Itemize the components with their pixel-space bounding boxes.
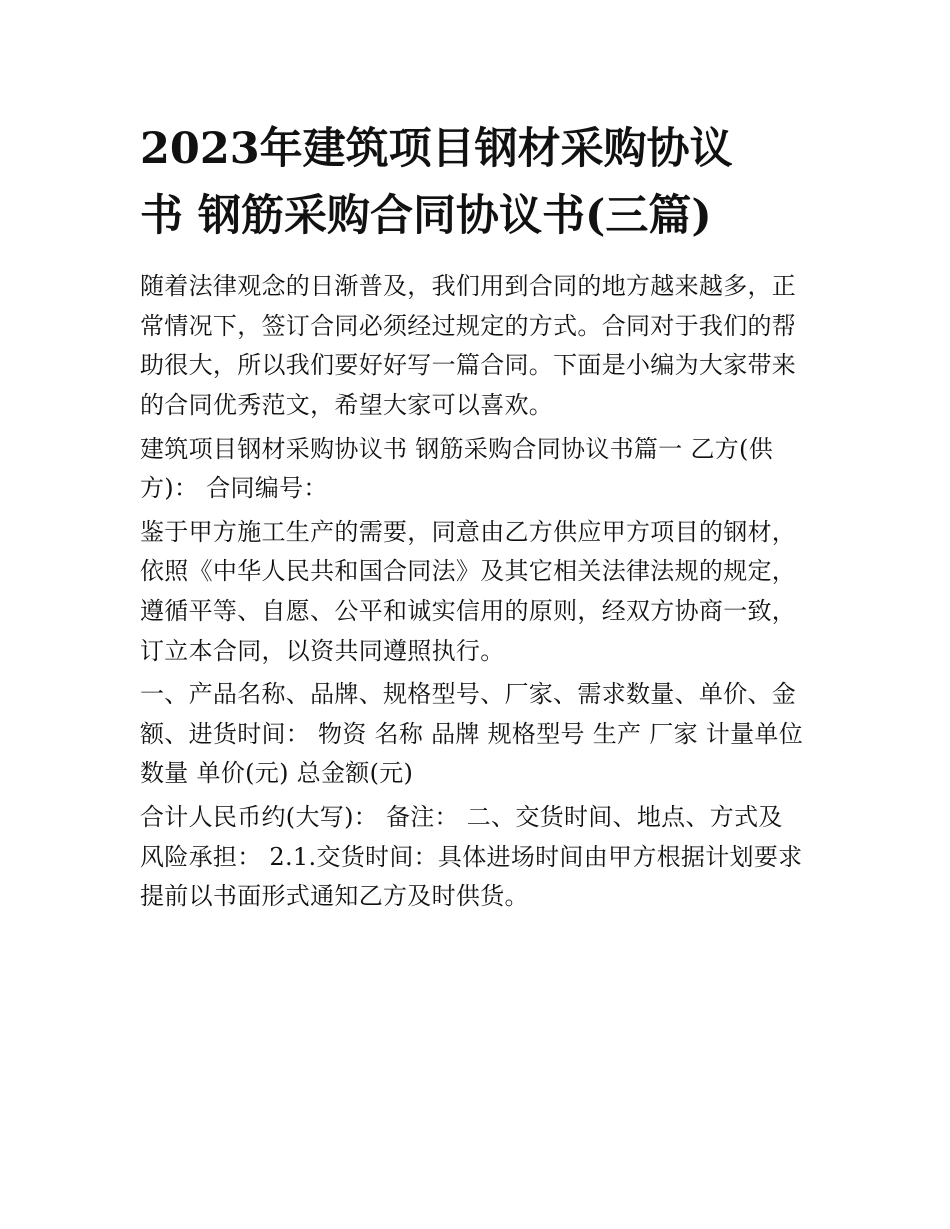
intro-paragraph (140, 267, 815, 425)
text-line: 助很大，所以我们要好好写一篇合同。下面是小编为大家带来 (140, 351, 797, 380)
title-line: 2023年建筑项目钢材采购协议 (140, 124, 733, 174)
text-line: 一、产品名称、品牌、规格型号、厂家、需求数量、单价、金 (140, 680, 797, 709)
clause-one-paragraph (140, 675, 815, 794)
preamble-paragraph (140, 513, 815, 671)
text-line: 常情况下，签订合同必须经过规定的方式。合同对于我们的帮 (140, 311, 797, 340)
document-content (140, 116, 815, 917)
text-line: 鉴于甲方施工生产的需要，同意由乙方供应甲方项目的钢材， (140, 517, 797, 546)
text-line: 的合同优秀范文，希望大家可以喜欢。 (140, 391, 554, 420)
text-line: 建筑项目钢材采购协议书 钢筋采购合同协议书篇一 乙方(供 (140, 434, 774, 463)
text-line: 随着法律观念的日渐普及，我们用到合同的地方越来越多，正 (140, 272, 797, 301)
document-title (140, 116, 815, 249)
clause-two-paragraph (140, 798, 815, 917)
text-line: 遵循平等、自愿、公平和诚实信用的原则，经双方协商一致， (140, 597, 797, 626)
text-line: 订立本合同，以资共同遵照执行。 (140, 636, 505, 665)
text-line: 数量 单价(元) 总金额(元) (140, 759, 414, 788)
text-line: 提前以书面形式通知乙方及时供货。 (140, 882, 529, 911)
text-line: 依照《中华人民共和国合同法》及其它相关法律法规的规定， (140, 557, 797, 586)
text-line: 风险承担： 2.1.交货时间：具体进场时间由甲方根据计划要求 (140, 842, 803, 871)
text-line: 合计人民币约(大写)： 备注： 二、交货时间、地点、方式及 (140, 803, 783, 831)
title-line: 书 钢筋采购合同协议书(三篇) (140, 190, 712, 241)
section-heading-paragraph (140, 430, 815, 509)
text-line: 额、进货时间： 物资 名称 品牌 规格型号 生产 厂家 计量单位 (140, 719, 803, 748)
text-line: 方)： 合同编号： (140, 474, 328, 503)
